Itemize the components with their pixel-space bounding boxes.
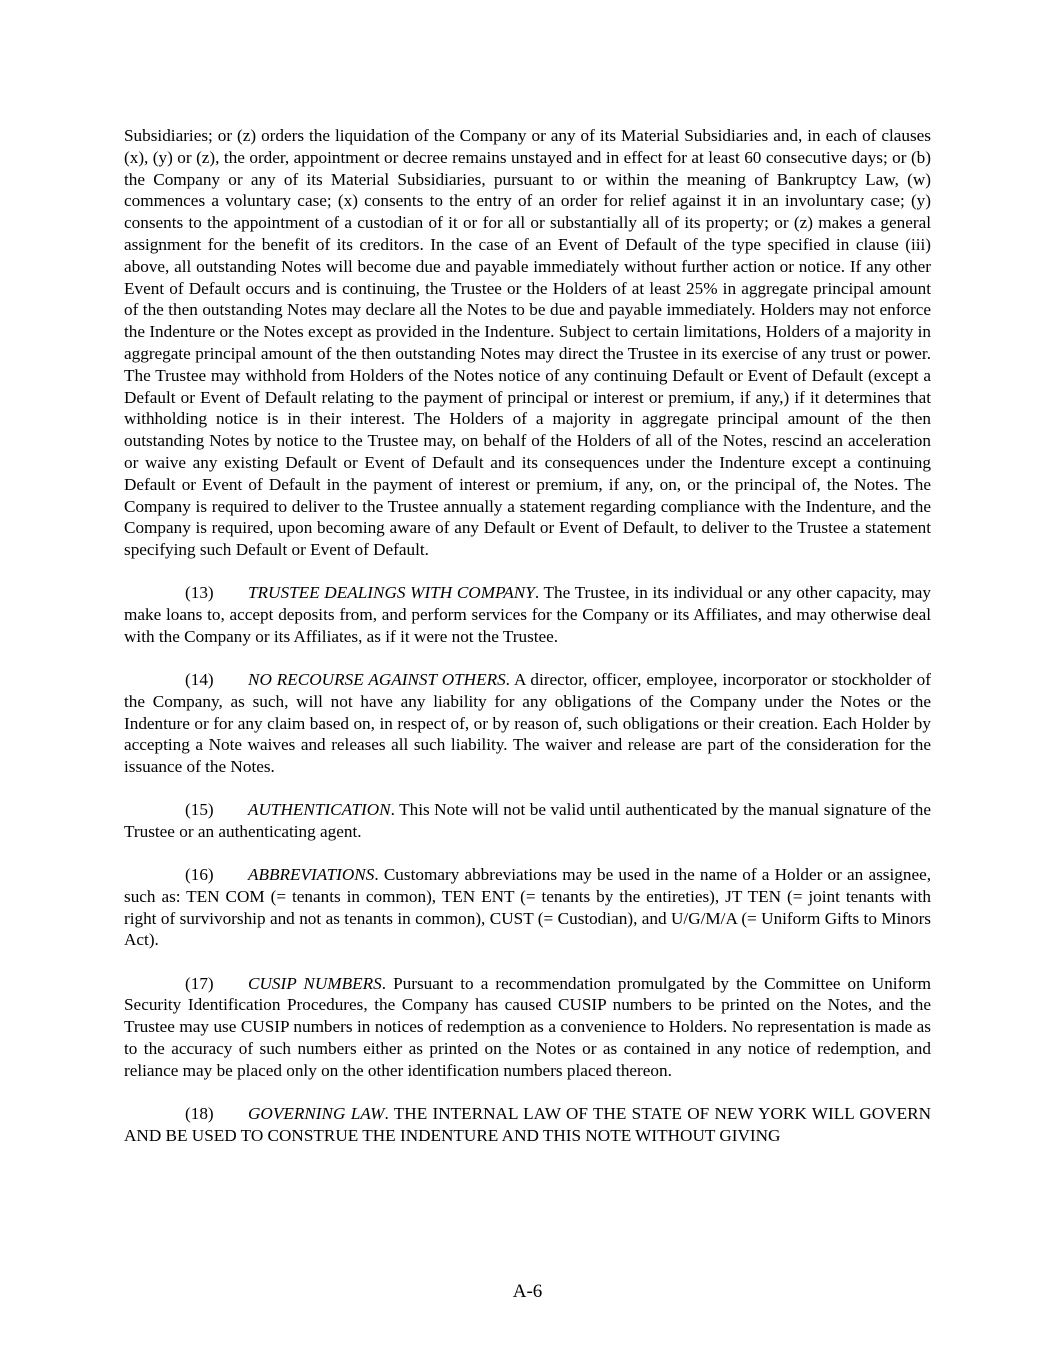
page-number: A-6 [512, 1281, 543, 1302]
section-number: (14) [185, 669, 214, 689]
section-body: . Pursuant to a recommendation promulgated by the Committee on Uniform Security Identification Procedures, the Company has caused CUSIP numbers to be printed on the Notes, and the Trustee may use CUSIP numbers in notices of redemption as a convenience to Holders. No representation is made as to the accuracy of such numbers either as printed on the Notes or as contained in any notice of redemption, and reliance may be placed only on the other identification numbers placed thereon. [124, 973, 931, 1080]
section-body: . Customary abbreviations may be used in the name of a Holder or an assignee, such as: TEN COM (= tenants in common), TEN ENT (= tenants by the entireties), JT TEN (= joint tenants with right of survivorship and not as tenants in common), CUST (= Custodian), and U/G/M/A (= Uniform Gifts to Minors Act). [124, 865, 931, 950]
section-heading: AUTHENTICATION [248, 800, 391, 820]
section-body: . A director, officer, employee, incorporator or stockholder of the Company, as such, will not have any liability for any obligations of the Company under the Notes or the Indenture or for any claim based on, in respect of, or by reason of, such obligations or their creation. Each Holder by accepting a Note waives and releases all such liability. The waiver and release are part of the consideration for the issuance of the Notes. [124, 669, 931, 777]
section-heading: NO RECOURSE AGAINST OTHERS [248, 669, 506, 689]
section-number: (17) [185, 973, 214, 993]
section-13 [124, 582, 931, 647]
section-body: . The Trustee, in its individual or any other capacity, may make loans to, accept deposits from, and perform services for the Company or its Affiliates, and may otherwise deal with the Company or its Affiliates, as if it were not the Trustee. [124, 583, 931, 646]
section-heading: CUSIP NUMBERS [248, 973, 382, 993]
section-number: (15) [185, 800, 214, 820]
opening-paragraph: Subsidiaries; or (z) orders the liquidation of the Company or any of its Material Subsidiaries and, in each of clauses (x), (y) or (z), the order, appointment or decree remains unstayed and in effect for at least 60 consecutive days; or (b) the Company or any of its Material Subsidiaries, pursuant to or within the meaning of Bankruptcy Law, (w) commences a voluntary case; (x) consents to the entry of an order for relief against it in an involuntary case; (y) consents to the appointment of a custodian of it or for all or substantially all of its property; or (z) makes a general assignment for the benefit of its creditors. In the case of an Event of Default of the type specified in clause (iii) above, all outstanding Notes will become due and payable immediately without further action or notice. If any other Event of Default occurs and is continuing, the Trustee or the Holders of at least 25% in aggregate principal amount of the then outstanding Notes may declare all the Notes to be due and payable immediately. Holders may not enforce the Indenture or the Notes except as provided in the Indenture. Subject to certain limitations, Holders of a majority in aggregate principal amount of the then outstanding Notes may direct the Trustee in its exercise of any trust or power. The Trustee may withhold from Holders of the Notes notice of any continuing Default or Event of Default (except a Default or Event of Default relating to the payment of principal or interest or premium, if any,) if it determines that withholding notice is in their interest. The Holders of a majority in aggregate principal amount of the then outstanding Notes by notice to the Trustee may, on behalf of the Holders of all of the Notes, rescind an acceleration or waive any existing Default or Event of Default and its consequences under the Indenture except a continuing Default or Event of Default in the payment of interest or premium, if any, on, or the principal of, the Notes. The Company is required to deliver to the Trustee annually a statement regarding compliance with the Indenture, and the Company is required, upon becoming aware of any Default or Event of Default, to deliver to the Trustee a statement specifying such Default or Event of Default. [124, 126, 931, 560]
section-body: . THE INTERNAL LAW OF THE STATE OF NEW YORK WILL GOVERN AND BE USED TO CONSTRUE THE INDENTURE AND THIS NOTE WITHOUT GIVING [124, 1103, 932, 1145]
section-heading: TRUSTEE DEALINGS WITH COMPANY [248, 583, 535, 603]
section-17 [124, 973, 931, 1082]
section-number: (16) [185, 865, 214, 885]
section-16 [124, 864, 931, 951]
section-number: (18) [185, 1103, 214, 1123]
section-number: (13) [185, 583, 214, 603]
section-15 [124, 799, 931, 843]
section-14 [124, 669, 931, 778]
section-heading: GOVERNING LAW [248, 1103, 385, 1123]
document-page [124, 125, 931, 1168]
section-body: . This Note will not be valid until authenticated by the manual signature of the Trustee or an authenticating agent. [124, 800, 931, 841]
section-heading: ABBREVIATIONS [248, 865, 375, 885]
section-18 [124, 1103, 931, 1147]
